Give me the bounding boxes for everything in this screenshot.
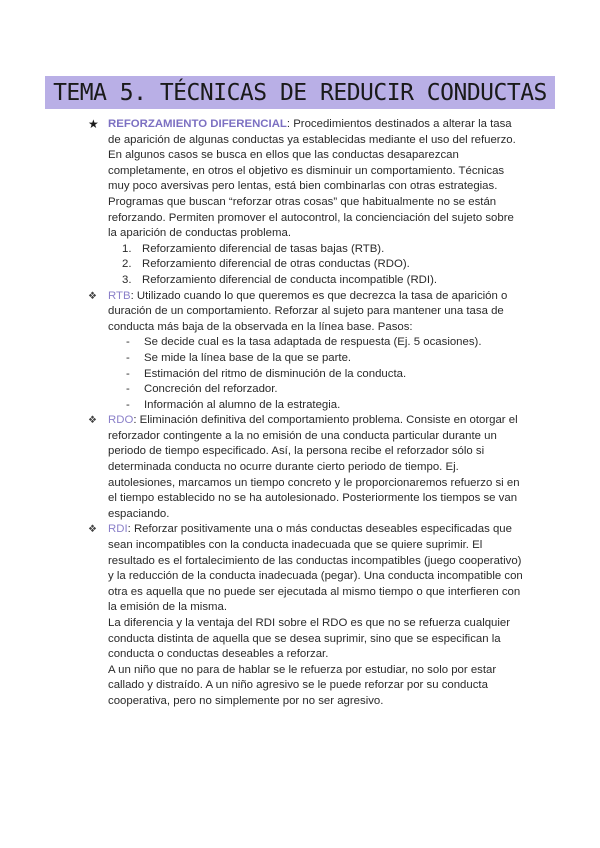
section-body: : Procedimientos destinados a alterar la tasa de aparición de algunas conductas ya establecidas mediante el uso del refuerzo. En algunos casos se busca en ellos que las conductas desaparezcan completamente, en otros el objetivo es disminuir un comportamiento. Técnicas muy poco aversivas pero lentas, está bien combinarlas con otras estrategias. Programas que buscan “reforzar otras cosas” que habitualmente no se están reforzando. Permiten promover el autocontrol, la concienciación del sujeto sobre la aparición de conductas problema. [108,118,516,240]
section-paragraph [108,522,524,616]
diamond-bullet-icon: ❖ [88,415,97,427]
list-text: Reforzamiento diferencial de conducta incompatible (RDI). [142,273,438,286]
section-paragraph-3: A un niño que no para de hablar se le refuerza por estudiar, no solo por estar callado y distraído. A un niño agresivo se le puede reforzar por su conducta cooperativa, pero no simplemente por no ser agresivo. [108,663,497,707]
section-paragraph [108,289,524,336]
list-item [88,242,524,258]
list-item [88,382,524,398]
list-text: Estimación del ritmo de disminución de la conducta. [144,367,407,380]
document-body [88,117,524,710]
section-heading: REFORZAMIENTO DIFERENCIAL [108,118,287,130]
list-text: Se mide la línea base de la que se parte. [144,351,352,364]
list-item [88,273,524,289]
diamond-bullet-icon: ❖ [88,524,97,536]
star-bullet-icon: ★ [88,117,99,131]
section-term: RDO [108,414,134,427]
list-text: Información al alumno de la estrategia. [144,398,341,411]
list-item [88,335,524,351]
section-paragraph [108,413,524,522]
list-item [88,351,524,367]
title-wrap [0,76,600,109]
dash-bullet: - [126,351,130,364]
section-rtb [88,289,524,336]
list-text: Concreción del reforzador. [144,383,278,396]
list-text: Se decide cual es la tasa adaptada de respuesta (Ej. 5 ocasiones). [144,336,482,349]
list-number: 2. [122,258,132,271]
list-text: Reforzamiento diferencial de otras conductas (RDO). [142,258,410,271]
list-number: 3. [122,273,132,286]
diamond-bullet-icon: ❖ [88,290,97,302]
list-item [88,257,524,273]
page-title: TEMA 5. TÉCNICAS DE REDUCIR CONDUCTAS [45,76,555,109]
section-reforzamiento [88,117,524,242]
list-item [88,367,524,383]
list-item [88,398,524,414]
section-term: RTB [108,289,131,302]
list-text: Reforzamiento diferencial de tasas bajas (RTB). [142,242,385,255]
section-body: : Reforzar positivamente una o más conductas deseables especificadas que sean incompatibles con la conducta inadecuada que se quiere suprimir. El resultado es el fortalecimiento de las conductas incompatibles (juego cooperativo) y la reducción de la conducta inadecuada (pegar). Una conducta incompatible con otra es aquella que no puede ser ejecutada al mismo tiempo o que interfieren con la emisión de la misma. [108,523,523,614]
section-paragraph-2: La diferencia y la ventaja del RDI sobre el RDO es que no se refuerza cualquier conducta distinta de aquella que se desea suprimir, sino que se especifican la conducta o conductas deseables a reforzar. [108,617,511,661]
section-paragraph [108,117,524,242]
section-body: : Eliminación definitiva del comportamiento problema. Consiste en otorgar el reforzador contingente a la no emisión de una conducta particular durante un periodo de tiempo especificado. Así, la persona recibe el reforzador sólo si determinada conducta no ocurre durante cierto periodo de tiempo. Ej. autolesiones, marcamos un tiempo concreto y le proporcionaremos refuerzo si en el tiempo establecido no se ha autolesionado. Posteriormente los tiempos se van espaciando. [108,414,520,520]
section-body: : Utilizado cuando lo que queremos es que decrezca la tasa de aparición o duración de un comportamiento. Reforzar al sujeto para mantener una tasa de conducta más baja de la observada en la línea base. Pasos: [108,289,508,333]
list-number: 1. [122,242,132,255]
section-rdi [88,522,524,709]
dash-bullet: - [126,367,130,380]
dash-bullet: - [126,336,130,349]
dash-bullet: - [126,383,130,396]
section-rdo [88,413,524,522]
dash-bullet: - [126,398,130,411]
section-term: RDI [108,523,128,536]
